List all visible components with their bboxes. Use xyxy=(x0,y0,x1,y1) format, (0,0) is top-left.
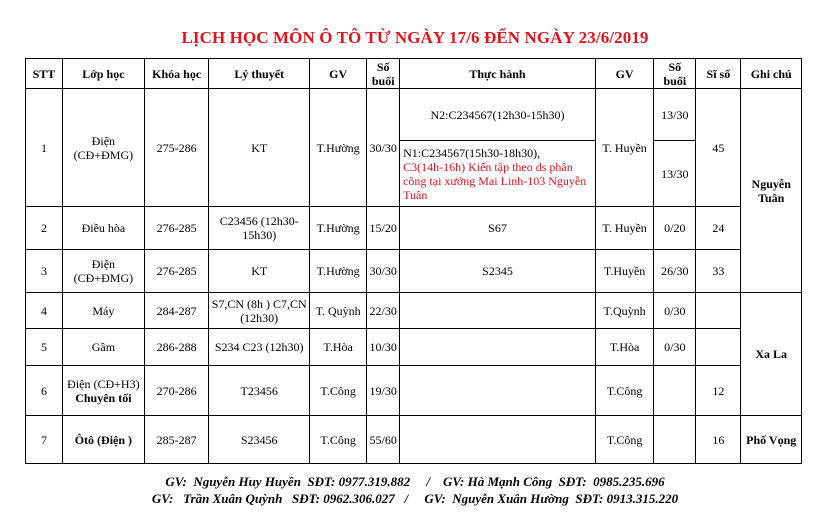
footer-contacts-line-1: GV: Nguyễn Huy Huyền SĐT: 0977.319.882 / GV: Hà Mạnh Công SĐT: 0985.235.696 xyxy=(165,474,665,489)
cell-so-buoi-theory: 15/20 xyxy=(367,207,400,250)
cell-so-buoi-theory: 22/30 xyxy=(367,293,400,329)
cell-so-buoi-practice xyxy=(654,416,696,464)
header-gv-practice: GV xyxy=(595,59,653,89)
cell-si-so xyxy=(696,329,741,366)
cell-ly-thuyet: S234 C23 (12h30) xyxy=(209,329,309,366)
cell-stt: 6 xyxy=(26,366,63,416)
cell-gv-practice: T.Công xyxy=(595,366,653,416)
cell-gv-theory: T.Công xyxy=(309,366,366,416)
practice-text: N1:C234567(15h30-18h30), xyxy=(403,145,541,160)
cell-lop-hoc: Gầm xyxy=(62,329,144,366)
cell-ly-thuyet: T23456 xyxy=(209,366,309,416)
header-khoa-hoc: Khóa học xyxy=(144,59,209,89)
footer-contacts-line-2: GV: Trần Xuân Quỳnh SĐT: 0962.306.027 / GV: Nguyễn Xuân Hường SĐT: 0913.315.220 xyxy=(151,491,679,506)
cell-ly-thuyet: S23456 xyxy=(209,416,309,464)
cell-gv-theory: T.Hường xyxy=(309,89,366,207)
practice-note-red: C3(14h-16h) Kiến tập theo ds phân công tại xưởng Mai Linh-103 Nguyễn Tuân xyxy=(403,159,587,202)
cell-gv-theory: T. Quỳnh xyxy=(309,293,366,329)
page-title: LỊCH HỌC MÔN Ô TÔ TỪ NGÀY 17/6 ĐẾN NGÀY 23/6/2019 xyxy=(181,28,649,47)
cell-so-buoi-practice: 13/30 xyxy=(654,89,696,141)
cell-ghi-chu-group-2: Xa La xyxy=(741,293,802,416)
header-lop-hoc: Lớp học xyxy=(62,59,144,89)
cell-thuc-hanh xyxy=(400,293,596,329)
header-gv-theory: GV xyxy=(309,59,366,89)
cell-stt: 4 xyxy=(26,293,63,329)
cell-gv-practice: T.Huyền xyxy=(595,250,653,293)
cell-gv-theory: T.Công xyxy=(309,416,366,464)
cell-si-so xyxy=(696,293,741,329)
cell-lop-hoc: Máy xyxy=(62,293,144,329)
cell-ly-thuyet: C23456 (12h30-15h30) xyxy=(209,207,309,250)
cell-ghi-chu-group-3: Phố Vọng xyxy=(741,416,802,464)
schedule-table xyxy=(25,58,802,464)
cell-thuc-hanh xyxy=(400,366,596,416)
cell-khoa-hoc: 276-285 xyxy=(144,207,209,250)
cell-ghi-chu-group-1: Nguyễn Tuân xyxy=(741,89,802,293)
cell-khoa-hoc: 286-288 xyxy=(144,329,209,366)
cell-thuc-hanh xyxy=(400,329,596,366)
header-si-so: Sĩ số xyxy=(696,59,741,89)
cell-gv-practice: T. Huyền xyxy=(595,89,653,207)
cell-stt: 7 xyxy=(26,416,63,464)
cell-so-buoi-theory: 10/30 xyxy=(367,329,400,366)
cell-gv-practice: T.Công xyxy=(595,416,653,464)
cell-thuc-hanh xyxy=(400,141,596,207)
cell-so-buoi-practice: 0/30 xyxy=(654,329,696,366)
header-so-buoi-theory: Số buổi xyxy=(367,59,400,89)
table-header-row xyxy=(26,59,802,89)
cell-si-so: 33 xyxy=(696,250,741,293)
cell-si-so: 12 xyxy=(696,366,741,416)
cell-so-buoi-theory: 55/60 xyxy=(367,416,400,464)
cell-so-buoi-practice xyxy=(654,366,696,416)
table-row xyxy=(26,329,802,366)
cell-si-so: 16 xyxy=(696,416,741,464)
table-row xyxy=(26,293,802,329)
cell-ly-thuyet: KT xyxy=(209,250,309,293)
header-stt: STT xyxy=(26,59,63,89)
cell-ly-thuyet: KT xyxy=(209,89,309,207)
cell-khoa-hoc: 276-285 xyxy=(144,250,209,293)
cell-gv-practice: T. Huyền xyxy=(595,207,653,250)
header-ly-thuyet: Lý thuyết xyxy=(209,59,309,89)
cell-thuc-hanh: N2:C234567(12h30-15h30) xyxy=(400,89,596,141)
table-row xyxy=(26,416,802,464)
cell-khoa-hoc: 285-287 xyxy=(144,416,209,464)
cell-lop-hoc: Điện (CĐ+ĐMG) xyxy=(62,250,144,293)
cell-so-buoi-practice: 13/30 xyxy=(654,141,696,207)
cell-khoa-hoc: 284-287 xyxy=(144,293,209,329)
cell-so-buoi-theory: 19/30 xyxy=(367,366,400,416)
cell-lop-hoc xyxy=(62,366,144,416)
cell-lop-hoc: Điều hòa xyxy=(62,207,144,250)
cell-so-buoi-practice: 0/30 xyxy=(654,293,696,329)
cell-thuc-hanh: S2345 xyxy=(400,250,596,293)
cell-gv-theory: T.Hường xyxy=(309,207,366,250)
cell-ly-thuyet: S7,CN (8h ) C7,CN (12h30) xyxy=(209,293,309,329)
cell-gv-theory: T.Hường xyxy=(309,250,366,293)
cell-so-buoi-theory: 30/30 xyxy=(367,250,400,293)
cell-stt: 5 xyxy=(26,329,63,366)
cell-so-buoi-practice: 26/30 xyxy=(654,250,696,293)
header-ghi-chu: Ghi chú xyxy=(741,59,802,89)
cell-gv-practice: T.Hòa xyxy=(595,329,653,366)
cell-khoa-hoc: 275-286 xyxy=(144,89,209,207)
cell-lop-hoc: Ôtô (Điện ) xyxy=(62,416,144,464)
class-extra: Chuyên tối xyxy=(75,390,132,405)
cell-thuc-hanh: S67 xyxy=(400,207,596,250)
cell-stt: 3 xyxy=(26,250,63,293)
table-row xyxy=(26,89,802,141)
table-row xyxy=(26,366,802,416)
cell-si-so: 24 xyxy=(696,207,741,250)
class-name: Điện (CĐ+H3) xyxy=(67,376,140,391)
cell-so-buoi-practice: 0/20 xyxy=(654,207,696,250)
table-row xyxy=(26,250,802,293)
cell-stt: 1 xyxy=(26,89,63,207)
header-thuc-hanh: Thực hành xyxy=(400,59,596,89)
cell-khoa-hoc: 270-286 xyxy=(144,366,209,416)
cell-gv-theory: T.Hòa xyxy=(309,329,366,366)
cell-stt: 2 xyxy=(26,207,63,250)
cell-si-so: 45 xyxy=(696,89,741,207)
cell-lop-hoc: Điện (CĐ+ĐMG) xyxy=(62,89,144,207)
header-so-buoi-practice: Số buổi xyxy=(654,59,696,89)
cell-so-buoi-theory: 30/30 xyxy=(367,89,400,207)
cell-thuc-hanh xyxy=(400,416,596,464)
table-row xyxy=(26,207,802,250)
cell-gv-practice: T.Quỳnh xyxy=(595,293,653,329)
